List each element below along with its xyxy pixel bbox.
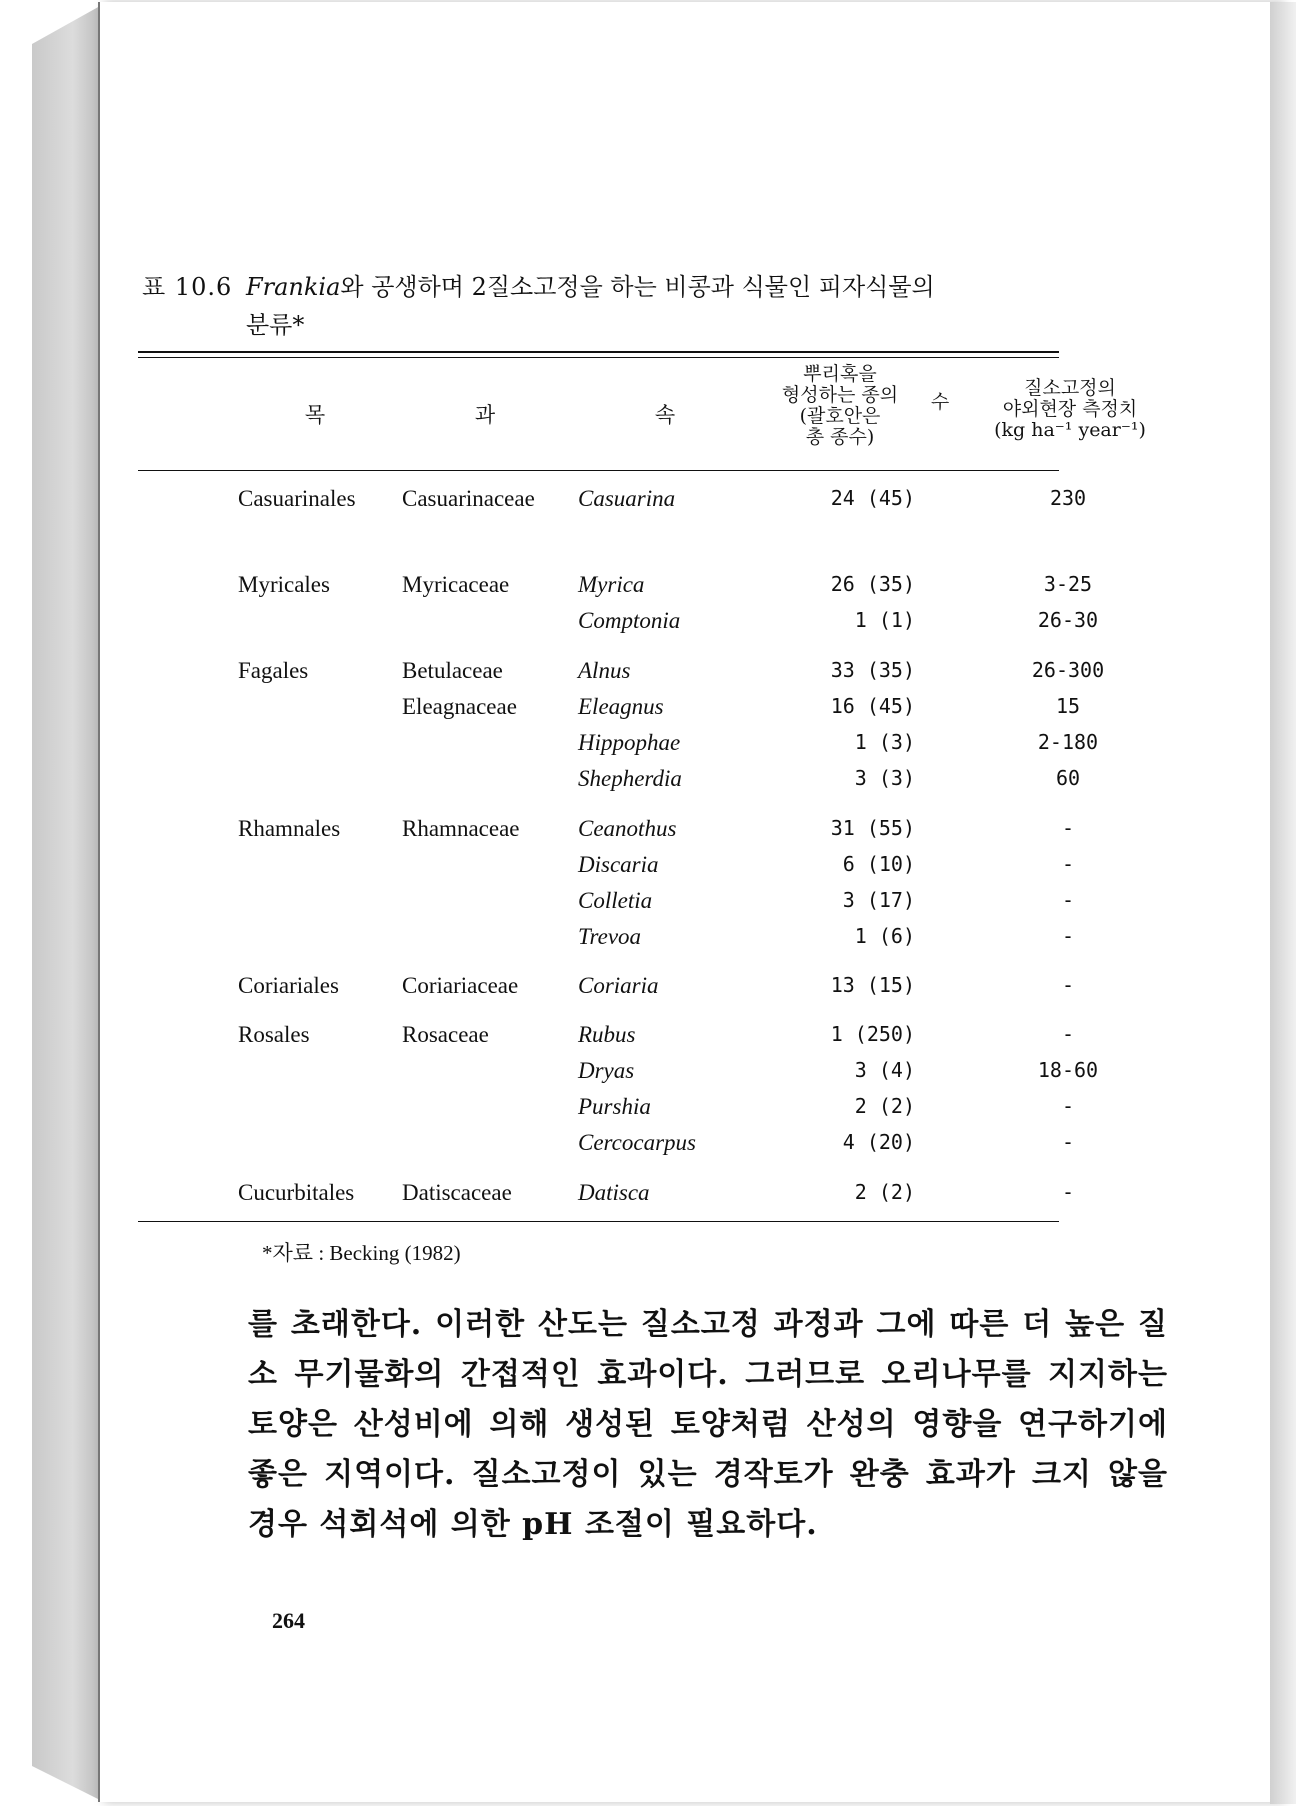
cell-species-count: 3 (3) — [854, 766, 915, 790]
cell-fixation: - — [1061, 1094, 1075, 1118]
cell-species-count: 3 (4) — [854, 1058, 915, 1082]
cell-family: Rosaceae — [402, 1022, 489, 1047]
title-line2: 분류* — [246, 311, 305, 339]
cell-species-count: 2 (2) — [854, 1094, 915, 1118]
cell-species-count: 1 (250) — [830, 1022, 915, 1046]
title-line1: 와 공생하며 2질소고정을 하는 비콩과 식물인 피자식물의 — [340, 273, 935, 301]
cell-fixation: - — [1061, 1130, 1075, 1154]
cell-species-count: 3 (17) — [842, 888, 915, 912]
table-header-rule — [138, 470, 1059, 471]
body-paragraph — [248, 1300, 1168, 1550]
header-field-line: 질소고정의 — [1024, 377, 1116, 399]
header-field-line: 야외현장 측정치 — [1002, 398, 1138, 420]
cell-fixation: 230 — [1049, 486, 1087, 510]
header-species-su: 수 — [930, 391, 950, 413]
cell-genus: Colletia — [578, 888, 653, 913]
header-species-count — [770, 364, 910, 448]
cell-order: Casuarinales — [238, 486, 356, 511]
cell-genus: Datisca — [578, 1180, 650, 1205]
cell-genus: Myrica — [578, 572, 645, 597]
cell-order: Myricales — [238, 572, 330, 597]
cell-genus: Ceanothus — [578, 816, 677, 841]
cell-fixation: - — [1061, 1022, 1075, 1046]
cell-fixation: 3-25 — [1043, 572, 1093, 596]
cell-fixation: 18-60 — [1037, 1058, 1099, 1082]
cell-fixation: - — [1061, 852, 1075, 876]
cell-genus: Rubus — [578, 1022, 636, 1047]
header-species-line: (괄호안은 — [799, 405, 881, 427]
cell-fixation: 26-30 — [1037, 608, 1099, 632]
cell-species-count: 1 (1) — [854, 608, 915, 632]
header-family: 과 — [474, 403, 496, 427]
header-species-line: 총 종수) — [805, 426, 875, 448]
cell-genus: Cercocarpus — [578, 1130, 696, 1155]
table-top-rule — [138, 351, 1059, 353]
cell-genus: Trevoa — [578, 924, 642, 949]
cell-species-count: 26 (35) — [830, 572, 915, 596]
cell-genus: Comptonia — [578, 608, 681, 633]
table-top-rule-thin — [138, 357, 1059, 358]
page-edge — [1270, 2, 1296, 1804]
cell-fixation: - — [1061, 816, 1075, 840]
header-field-line: (kg ha⁻¹ year⁻¹) — [994, 419, 1146, 441]
cell-order: Fagales — [238, 658, 309, 683]
cell-species-count: 1 (3) — [854, 730, 915, 754]
cell-genus: Eleagnus — [578, 694, 664, 719]
cell-order: Cucurbitales — [238, 1180, 355, 1205]
table-caption — [142, 268, 1162, 344]
header-field-fixation — [975, 378, 1165, 441]
cell-family: Datiscaceae — [402, 1180, 512, 1205]
book-spine — [32, 6, 100, 1800]
cell-genus: Alnus — [578, 658, 631, 683]
cell-family: Myricaceae — [402, 572, 510, 597]
cell-fixation: 15 — [1055, 694, 1081, 718]
header-genus: 속 — [654, 403, 676, 427]
header-species-line: 형성하는 종의 — [781, 384, 899, 406]
cell-fixation: - — [1061, 973, 1075, 997]
table-bottom-rule — [138, 1221, 1059, 1222]
cell-genus: Dryas — [578, 1058, 635, 1083]
cell-species-count: 1 (6) — [854, 924, 915, 948]
page-number: 264 — [272, 1608, 305, 1633]
cell-species-count: 16 (45) — [830, 694, 915, 718]
cell-family: Coriariaceae — [402, 973, 519, 998]
header-species-line: 뿌리혹을 — [803, 363, 877, 385]
cell-species-count: 33 (35) — [830, 658, 915, 682]
cell-genus: Purshia — [578, 1094, 651, 1119]
cell-fixation: - — [1061, 924, 1075, 948]
cell-genus: Coriaria — [578, 973, 659, 998]
cell-species-count: 13 (15) — [830, 973, 915, 997]
cell-species-count: 24 (45) — [830, 486, 915, 510]
cell-genus: Discaria — [578, 852, 659, 877]
table-source: *자료 : Becking (1982) — [262, 1241, 461, 1265]
cell-species-count: 31 (55) — [830, 816, 915, 840]
cell-order: Rosales — [238, 1022, 310, 1047]
cell-fixation: 26-300 — [1031, 658, 1105, 682]
cell-fixation: 60 — [1055, 766, 1081, 790]
cell-fixation: 2-180 — [1037, 730, 1099, 754]
cell-genus: Casuarina — [578, 486, 676, 511]
cell-family: Rhamnaceae — [402, 816, 520, 841]
cell-genus: Shepherdia — [578, 766, 682, 791]
cell-species-count: 6 (10) — [842, 852, 915, 876]
table-number: 표 10.6 — [142, 273, 233, 301]
cell-fixation: - — [1061, 888, 1075, 912]
cell-family: Betulaceae — [402, 658, 503, 683]
cell-fixation: - — [1061, 1180, 1075, 1204]
cell-species-count: 2 (2) — [854, 1180, 915, 1204]
cell-order: Rhamnales — [238, 816, 341, 841]
cell-family: Casuarinaceae — [402, 486, 535, 511]
cell-genus: Hippophae — [578, 730, 681, 755]
cell-species-count: 4 (20) — [842, 1130, 915, 1154]
cell-order: Coriariales — [238, 973, 339, 998]
title-genus: Frankia — [246, 273, 341, 301]
table-title — [246, 268, 1162, 344]
cell-family: Eleagnaceae — [402, 694, 517, 719]
header-order: 목 — [304, 403, 326, 427]
paragraph-text: 를 초래한다. 이러한 산도는 질소고정 과정과 그에 따른 더 높은 질소 무기물화의 간접적인 효과이다. 그러므로 오리나무를 지지하는 토양은 산성비에 의해 생성된 토양처럼 산성의 영향을 연구하기에 좋은 지역이다. 질소고정이 있는 경작토가 완충 효과가 크지 않을 경우 석회석에 의한 pH 조절이 필요하다. — [248, 1307, 1168, 1542]
